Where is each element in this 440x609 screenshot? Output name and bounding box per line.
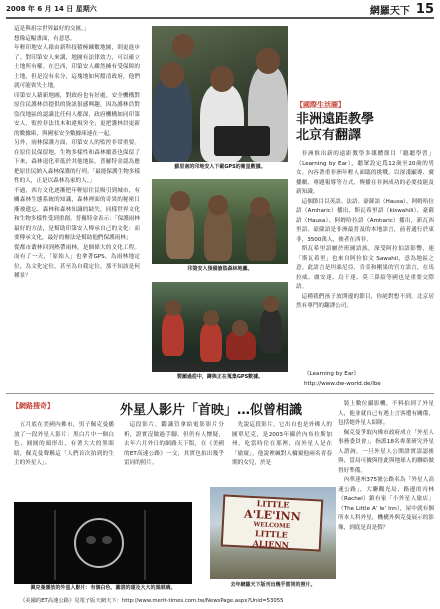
page-header	[6, 2, 434, 16]
photo1-caption-row	[152, 164, 288, 171]
paragraph: 內華達州375號公路名為「外星人高速公路」，大聯觀光局，路邊的丙林（Rachel）鎮有家「小外星人旅店」（The Little A’ le’ Inn），屋中就有個所本人科外星，機構外與克曼展示的影像，到底是真是假？	[338, 477, 434, 531]
photo4-caption: 佩克曼播放的外星人影片：有個白色、圓滾的頭及大大的黑眼睛。	[30, 585, 176, 591]
photo2-caption: 印第安人預備搶盜森林地圖。	[187, 266, 253, 272]
photo-gps-download	[152, 26, 288, 162]
photo2-caption-row	[152, 266, 288, 273]
sign-text: LITTLE	[254, 528, 289, 540]
paragraph: 五月底在美國內佛市，男子佩克曼播放了一段外星人影片：黑白片中一個白色、圓圓的頭形出，有著大大的黑眼睛，佩克曼聲稱這「人們首次拍到的生主的外星人」。	[14, 422, 114, 466]
paragraph: 印第安人藉新地圖，對政府也有好處。安全機構對原住民護林員提供的資訊很感興趣，因為護林員對盜伐地區的認識比任何人都深，政府機構如同印第安人，監控非法伐木和違規突全；更把護林員更新的數據庫，與國家安全數據庫連在一起。	[14, 92, 140, 137]
source-link[interactable]: http://www.dw-world.de/lbe	[304, 380, 381, 387]
little-ale-inn-sign	[221, 494, 324, 551]
header-rule	[6, 17, 434, 19]
photo-map-preparation	[152, 179, 288, 264]
paragraph: 裝上數位攝影機，不料拍到了外星人，他並就自己有遇上言客遭有關係，包括她外星人紹隊。	[338, 401, 434, 426]
paragraph: 這段影片，鑑識管拿給電影影片分析，證實沒做過手腳。但仍有人懷疑，去年六月外日的網路天下版，在《美國的ET高速公路》一文，其實也拍出幾乎雷同的照片。	[124, 422, 224, 466]
photo1-caption: 蘇里南的印地安人下載GPS的衛星數據。	[174, 164, 266, 170]
sign-text: LITTLE	[256, 498, 290, 510]
paragraph: 斯瓦希里語屬於班圖語族，深受阿拉伯語影響，連「斯瓦希里」也來自阿拉伯文 Sawahil，意為地區之意。此語言是坦桑尼亞、肯亞和剛果的官方語言，在馬拉威、盧安達、烏干達、莫三鼻給等國也是重要交際語。	[296, 246, 434, 290]
photo5-caption: 去年網羅天下版刊出幾乎雷同的照片。	[230, 582, 316, 588]
header-right	[370, 2, 434, 17]
sign-text: ALIENN	[252, 538, 290, 550]
photo5-caption-row	[210, 582, 336, 589]
right-article-body	[296, 150, 434, 312]
sign-text: A'LE'INN	[243, 507, 302, 524]
article-title: 外星人影片「首映」…似曾相識	[120, 403, 303, 418]
paragraph: 非洲推出新的遠距教學多媒體節目「聽聽學習」（Learning by Ear），聽眾設定爲12歲至20歲的男女。內容著重非洲年輕人面臨的挑戰，以深淺顯導、廣播劇、專題報導等方式，傳播在非洲成功的必要技能及新知識。	[296, 151, 434, 195]
issue-date: 2008 年 6 月 14 日 星期六	[6, 5, 97, 13]
paragraph: 先說這段影片，它出自也是外佛人的圖單尼克，是2003年攝於內布拉斯加州，吃當時住在那裡，而外星人是在「偷窺」，他說裡緘對人輪窺他兩名青春期的女兒，於是	[232, 422, 332, 466]
paragraph: 從都市叢林回到熱帶雨林，是個偉大的文化工程。而有了一天，「原始人」也拿著GPS，為雨林地定位，為文化定位，甚至為自我定位，那不知該是何種景？	[14, 244, 140, 279]
photo4-caption-row	[14, 585, 192, 592]
paragraph: 另外，雨林保護方面，印第安人的監控非常重要。在原住民保留地，生物多樣性和森林覆蓋也保留了下來，森林退化率低於其他地區。普羅特金認為應把原住民納入森林保護的行列；「最能保護生物多樣性的人，正是以森林為家的人。」	[14, 140, 140, 184]
sign-text: WELCOME	[253, 521, 291, 530]
photo3-caption-row	[152, 374, 288, 381]
article-title	[296, 112, 434, 144]
paragraph: 不過，西方文化逐漸把年輕原住民吸引到城市，有關森林生態系統的知識，森林裡面的奇異的秘密日漸被遺忘。森林和森林知識的缺失，同樣世界文化和生物多樣性受到重創。普羅特金表示：「保護雨林最好的方法，是幫助印第安人傳承自己的文化：而要傳承文化，最好的辦法是幫助他們保護雨林」	[14, 187, 140, 241]
paragraph: 年輕印地安人藉由新科技積極練數地圖，則更進步了。對印第安人來講，地圖有法律效力，可以確立土地所有權。在巴西，印第安人雖然擁有受保障的土地，但是沒有名分，這塊地如何釐清政府，他們就可能喪失土地。	[14, 45, 140, 89]
related-link[interactable]: 《美國的ET高速公路》見電子版天網天下：http://www.merit-times.com.tw/NewsPage.aspx?Unid=53055	[20, 598, 284, 604]
paragraph: 想像這幅畫面，有意思。	[14, 35, 76, 42]
title-line: 北京有翻譯	[296, 128, 362, 143]
section-tag: 【國際生活圈】	[296, 101, 345, 109]
section-name: 網羅天下	[369, 5, 410, 17]
left-article-body	[14, 25, 140, 282]
article-source	[304, 370, 381, 389]
section-divider	[6, 393, 434, 394]
paragraph: 這個節目以英語、法語、豪薩語（Hausa）、阿姆哈拉語（Amharic）播出，斯瓦希里語（kiswahili）、豪薩語（Hausa）、阿姆哈拉語（Amharic）播出，新瓦西里語、豪薩語是非洲最普及的本地語言，前者通行於東非，3500萬人，後者在西非。	[296, 198, 434, 243]
source-title: 《Learning by Ear》	[304, 371, 360, 377]
article-column	[232, 421, 332, 469]
alien-video-photo	[14, 502, 192, 584]
section-tag: 【網路搜奇】	[12, 402, 54, 410]
article-column	[338, 400, 434, 533]
photo3-caption: 製圖過從中，蹲與正在蒐集GPS數據。	[176, 374, 264, 380]
page-number: 15	[415, 1, 434, 17]
article-column	[14, 421, 114, 469]
title-line: 非洲遠距教學	[296, 112, 375, 127]
photo-gps-collection	[152, 282, 288, 372]
paragraph: 佩克曼爭取內佛市政府成立「外星人事務委員會」，指派18名專業研究外星人諮詢，一旦外星人公開證實誤認後與，當局可據與得此與地球人的聯絡做得好準備。	[338, 429, 434, 474]
article-column	[124, 421, 224, 469]
paragraph: 這種我們孩子放開邊的節目，你絕對想不到，北京居然有專門的翻譯公司。	[296, 293, 434, 309]
paragraph: 這是與祖宗世界最好的交匯。」	[14, 26, 90, 32]
